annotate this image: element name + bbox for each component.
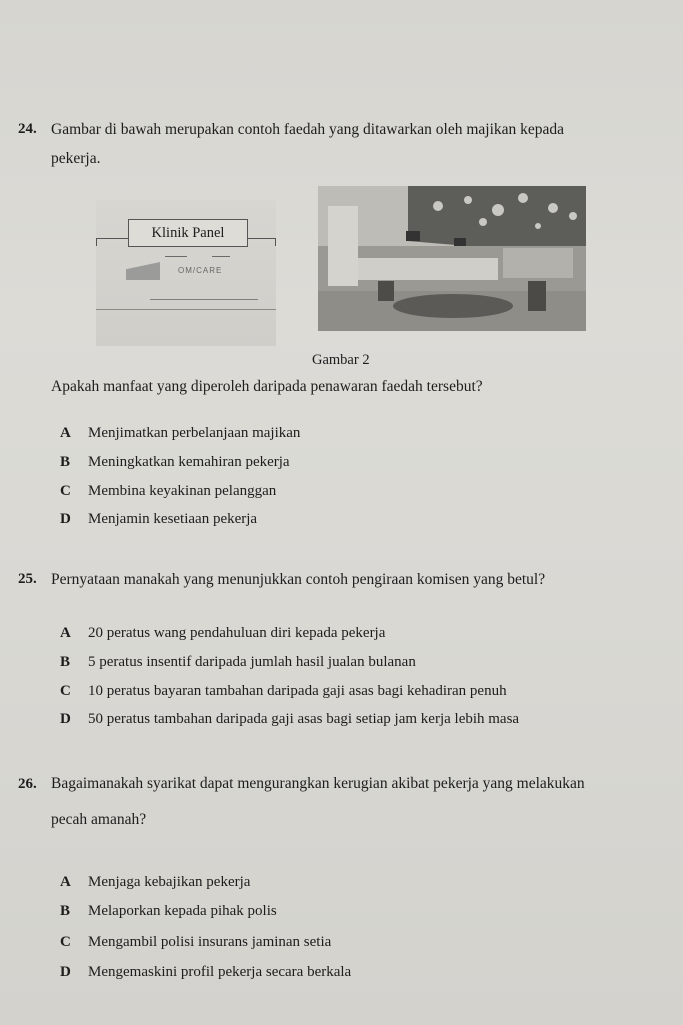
q25-option-d [60, 711, 519, 728]
option-text: 20 peratus wang pendahuluan diri kepada pekerja [88, 625, 386, 641]
card-brand-logo: OM/CARE [178, 266, 223, 275]
q26-number: 26. [18, 776, 37, 792]
card-line-left [96, 238, 130, 239]
q26-text-line1: Bagaimanakah syarikat dapat mengurangkan kerugian akibat pekerja yang melakukan [51, 775, 585, 792]
q24-option-b [60, 454, 290, 471]
card-divider [96, 309, 276, 310]
q25-text: Pernyataan manakah yang menunjukkan contoh pengiraan komisen yang betul? [51, 571, 546, 588]
option-text: Menjamin kesetiaan pekerja [88, 511, 258, 527]
q26-option-d [60, 964, 351, 981]
q24-text-line2: pekerja. [51, 150, 101, 167]
option-text: Membina keyakinan pelanggan [88, 483, 277, 499]
option-text: Menjaga kebajikan pekerja [88, 874, 251, 890]
option-text: Mengemaskini profil pekerja secara berkala [88, 964, 352, 980]
option-text: Melaporkan kepada pihak polis [88, 903, 277, 919]
q26-option-a [60, 874, 250, 891]
figure-caption: Gambar 2 [312, 352, 370, 368]
option-letter: B [60, 654, 71, 670]
option-text: Meningkatkan kemahiran pekerja [88, 454, 290, 470]
q26-text-line2: pecah amanah? [51, 811, 147, 828]
q25-option-c [60, 683, 507, 700]
q24-number: 24. [18, 121, 37, 137]
card-fine-text [165, 256, 187, 257]
option-letter: D [60, 511, 71, 527]
card-line-right-v [275, 238, 276, 246]
q25-option-b [60, 654, 416, 671]
option-letter: C [60, 934, 71, 950]
option-text: 5 peratus insentif daripada jumlah hasil jualan bulanan [88, 654, 416, 670]
q24-option-a [60, 425, 300, 442]
q25-option-a [60, 625, 385, 642]
option-letter: D [60, 964, 71, 980]
option-text: 50 peratus tambahan daripada gaji asas bagi setiap jam kerja lebih masa [88, 711, 520, 727]
option-letter: A [60, 874, 71, 890]
clinic-interior-photo [318, 186, 586, 331]
clinic-panel-label: Klinik Panel [128, 219, 248, 247]
q26-option-c [60, 934, 331, 951]
option-letter: D [60, 711, 71, 727]
option-letter: C [60, 683, 71, 699]
option-letter: B [60, 454, 71, 470]
q24-option-d [60, 511, 257, 528]
option-letter: A [60, 625, 71, 641]
q24-question: Apakah manfaat yang diperoleh daripada penawaran faedah tersebut? [51, 378, 483, 395]
q26-option-b [60, 903, 277, 920]
q25-number: 25. [18, 571, 37, 587]
option-text: Menjimatkan perbelanjaan majikan [88, 425, 301, 441]
card-line-left-v [96, 238, 97, 246]
q24-text-line1: Gambar di bawah merupakan contoh faedah yang ditawarkan oleh majikan kepada [51, 121, 565, 138]
card-fine-text-3 [150, 299, 258, 300]
option-letter: A [60, 425, 71, 441]
option-letter: C [60, 483, 71, 499]
card-line-right [246, 238, 276, 239]
card-fine-text-2 [212, 256, 230, 257]
option-letter: B [60, 903, 71, 919]
option-text: 10 peratus bayaran tambahan daripada gaji asas bagi kehadiran penuh [88, 683, 507, 699]
q24-option-c [60, 483, 276, 500]
option-text: Mengambil polisi insurans jaminan setia [88, 934, 332, 950]
